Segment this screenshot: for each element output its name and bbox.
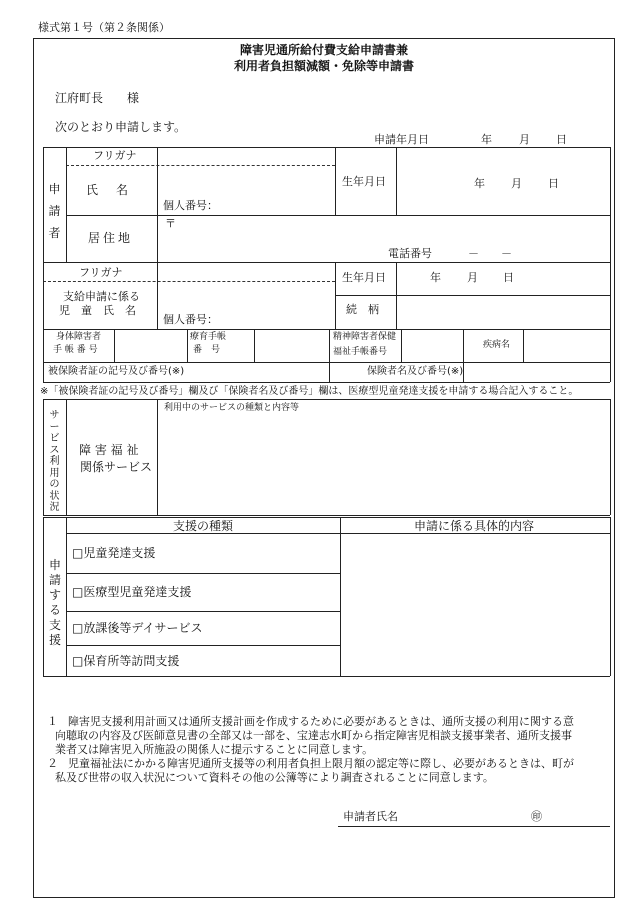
applicant-side-label: 申請者	[48, 182, 61, 240]
form-title-line1: 障害児通所給付費支給申請書兼	[239, 43, 408, 57]
disease-label: 疾病名	[483, 340, 511, 350]
insurance-note: ※「被保険者証の記号及び番号」欄及び「保険者名及び番号」欄は、医療型児童発達支援を申請する場合記入すること。	[40, 386, 579, 397]
child-personal-number-label: 個人番号：	[163, 313, 218, 326]
child-name-label-line1: 支給申請に係る	[63, 290, 140, 303]
consent-item2-line2: 私及び世帯の収入状況について資料その他の公簿等により調査されることに同意します。	[55, 771, 494, 784]
support-item-after-school-day-service[interactable]: □放課後等デイサービス	[72, 621, 203, 635]
seal-mark: ㊞	[531, 810, 542, 823]
applicant-birth-month-unit: 月	[511, 177, 522, 190]
child-birth-month-unit: 月	[467, 271, 478, 284]
support-item-nursery-visit-support[interactable]: □保育所等訪問支援	[72, 654, 180, 668]
insured-number-label: 被保険者証の記号及び番号(※)	[48, 366, 185, 377]
applicant-birthdate-label: 生年月日	[342, 175, 386, 188]
application-month-unit: 月	[519, 133, 530, 146]
mental-cert-label-line1: 精神障害者保健	[333, 332, 397, 342]
rehab-cert-label-line1: 療育手帳	[190, 332, 227, 342]
consent-item1-number: １	[47, 715, 58, 728]
service-status-side-label: サービス利用の状況	[49, 410, 60, 513]
applicant-address-label: 居住地	[88, 231, 134, 245]
mental-cert-label-line2: 福祉手帳番号	[333, 347, 388, 357]
signature-line[interactable]	[338, 826, 610, 827]
applicant-phone-separator: － －	[468, 247, 512, 260]
child-birth-year-unit: 年	[430, 271, 441, 284]
child-birthdate-label: 生年月日	[342, 271, 386, 284]
consent-item2-number: ２	[47, 757, 58, 770]
child-furigana-label: フリガナ	[79, 266, 123, 279]
support-type-header: 支援の種類	[173, 519, 234, 533]
physical-cert-label-line1: 身体障害者	[56, 332, 102, 342]
addressee: 江府町長 様	[55, 91, 140, 105]
application-date-label: 申請年月日	[374, 133, 429, 146]
child-birth-day-unit: 日	[503, 271, 514, 284]
child-name-label-line2: 児 童 氏 名	[59, 304, 136, 317]
postal-mark: 〒	[165, 217, 176, 230]
consent-item1-line3: 業者又は障害児入所施設の関係人に提示することに同意します。	[55, 743, 374, 756]
physical-cert-label-line2: 手 帳 番 号	[53, 345, 98, 355]
consent-item2-line1: 児童福祉法にかかる障害児通所支援等の利用者負担上限月額の認定等に際し、必要があるときは、町が	[68, 757, 574, 770]
applicant-birth-day-unit: 日	[548, 177, 559, 190]
support-side-label: 申請する支援	[48, 558, 61, 647]
form-title-line2: 利用者負担額減額・免除等申請書	[233, 59, 414, 73]
support-content-header: 申請に係る具体的内容	[414, 519, 535, 533]
application-year-unit: 年	[481, 133, 492, 146]
insurer-label: 保険者名及び番号(※)	[367, 366, 464, 377]
signature-label: 申請者氏名	[343, 810, 398, 823]
welfare-service-label-line1: 障 害 福 祉	[79, 443, 139, 457]
child-relation-label: 続 柄	[346, 303, 379, 316]
application-day-unit: 日	[556, 133, 567, 146]
support-item-child-development[interactable]: □児童発達支援	[72, 546, 156, 560]
rehab-cert-label-line2: 番 号	[193, 345, 221, 355]
welfare-service-label-line2: 関係サービス	[80, 460, 153, 474]
applicant-furigana-label: フリガナ	[93, 149, 137, 162]
form-number: 様式第１号（第２条関係）	[38, 21, 170, 34]
support-item-medical-child-development[interactable]: □医療型児童発達支援	[72, 585, 192, 599]
service-content-header: 利用中のサービスの種類と内容等	[164, 403, 300, 413]
consent-item1-line1: 障害児支援利用計画又は通所支援計画を作成するために必要があるときは、通所支援の利用に関する意	[68, 715, 574, 728]
consent-item1-line2: 向聴取の内容及び医師意見書の全部又は一部を、宝達志水町から指定障害児相談支援事業者、通所支援事	[55, 729, 572, 742]
applicant-name-label: 氏 名	[86, 183, 132, 197]
applicant-phone-label: 電話番号	[388, 247, 432, 260]
applicant-personal-number-label: 個人番号：	[163, 199, 218, 212]
applicant-birth-year-unit: 年	[474, 177, 485, 190]
intro-text: 次のとおり申請します。	[55, 120, 187, 134]
